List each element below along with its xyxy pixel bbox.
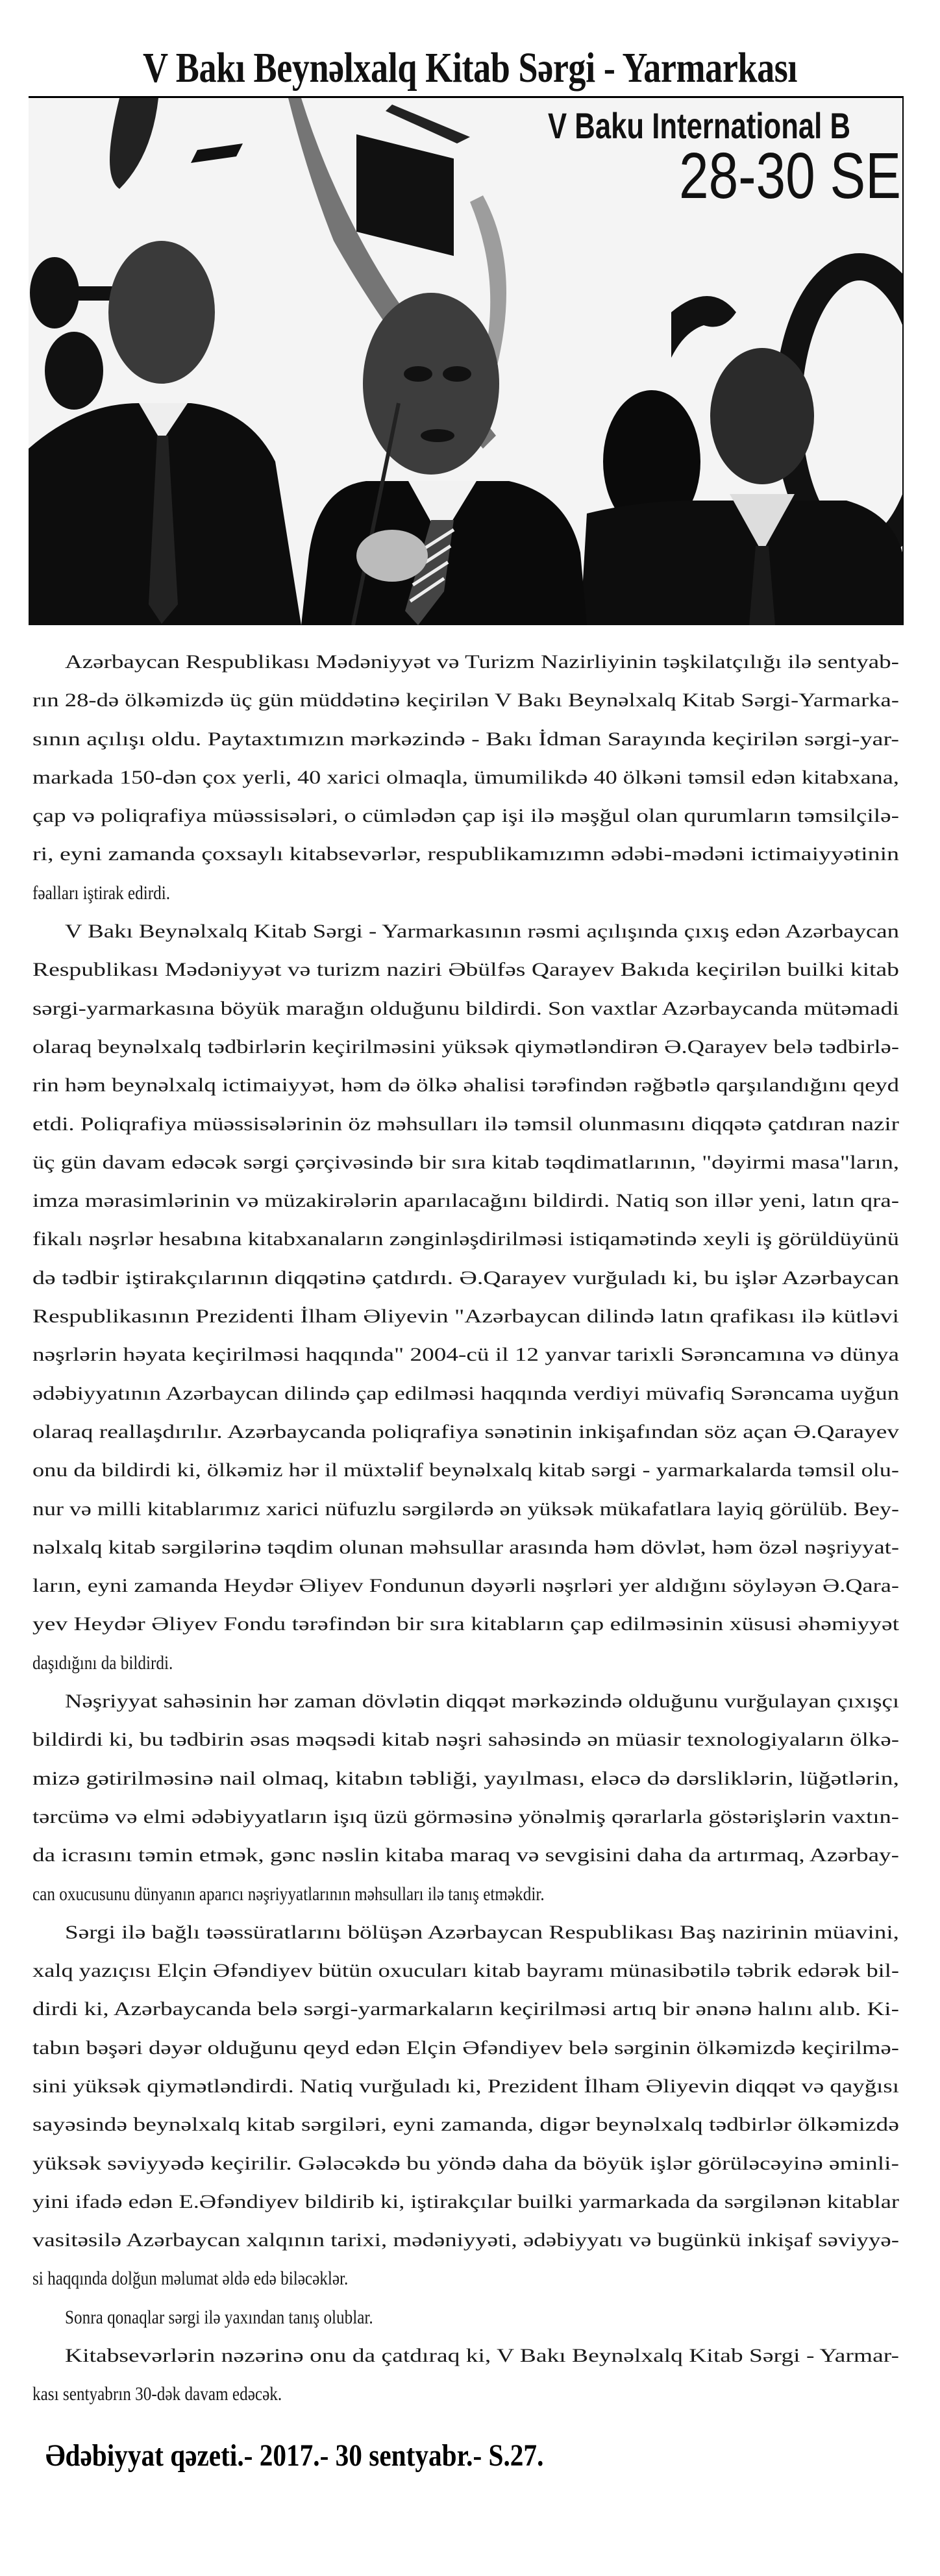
- article-line-text: bildirdi ki, bu tədbirin əsas məqsədi kitab nəşri sahəsində ən müasir texnologiyaların ölkə-: [32, 1729, 899, 1751]
- article-line-text: ədəbiyyatının Azərbaycan dilində çap edilməsi haqqında verdiyi müvafiq Sərəncama uyğun: [32, 1382, 899, 1404]
- article-line-text: yev Heydər Əliyev Fondu tərəfindən bir sıra kitabların çap edilməsinin xüsusi əhəmiyyət: [32, 1613, 899, 1635]
- article-line: [32, 1066, 899, 1104]
- photo-banner-dates: 28-30 SE: [679, 140, 901, 212]
- article-line-text: nəlxalq kitab sərgilərinə təqdim olunan məhsullar arasında həm dövlət, həm özəl nəşriyyat-: [32, 1536, 899, 1558]
- article-line: [32, 1528, 899, 1567]
- article-line-text: çap və poliqrafiya müəssisələri, o cümlədən çap işi ilə məşğul olan qurumların təmsilçilə-: [32, 805, 899, 827]
- article-line: [32, 2144, 899, 2183]
- article-line: [32, 950, 899, 989]
- article-line: [32, 1605, 899, 1643]
- article-line: [32, 758, 899, 797]
- article-line-text: dirdi ki, Azərbaycanda belə sərgi-yarmarkaların keçirilməsi artıq bir ənənə halını alıb. Ki-: [32, 1998, 899, 2020]
- article-line: [32, 1413, 899, 1451]
- article-line-text: sayəsində beynəlxalq kitab sərgiləri, eyni zamanda, digər beynəlxalq tədbirlər ölkəmizdə: [32, 2114, 899, 2136]
- article-line: [32, 989, 899, 1028]
- article-body: [32, 643, 899, 2414]
- article-line-text: da icrasını təmin etmək, gənc nəslin kitaba maraq və sevgisini daha da artırmaq, Azərbay-: [32, 1844, 899, 1866]
- photo-banner-title: V Baku International B: [548, 105, 851, 146]
- article-line-text: ri, eyni zamanda çoxsaylı kitabsevərlər, respublikamızımn ədəbi-mədəni ictimaiyyətinin: [32, 843, 899, 865]
- article-line: [32, 1567, 899, 1605]
- article-line-text: vasitəsilə Azərbaycan xalqının tarixi, mədəniyyəti, ədəbiyyatı və bugünkü inkişaf səviyyə-: [32, 2229, 899, 2251]
- article-line-text: rin həm beynəlxalq ictimaiyyət, həm də ölkə əhalisi tərəfindən rəğbətlə qarşılandığını qeyd: [32, 1074, 899, 1096]
- article-line: [32, 1105, 899, 1143]
- article-line: [32, 1490, 899, 1528]
- article-line: [32, 1720, 899, 1759]
- article-line: [32, 1951, 899, 1990]
- article-line: [32, 2029, 899, 2067]
- article-headline: V Bakı Beynəlxalq Kitab Sərgi - Yarmarkası: [142, 44, 798, 92]
- article-line: [32, 681, 899, 719]
- article-line-text: daşıdığını da bildirdi.: [32, 1652, 173, 1674]
- article-line-text: Nəşriyyat sahəsinin hər zaman dövlətin diqqət mərkəzində olduğunu vurğulayan çıxışçı: [65, 1690, 899, 1713]
- article-line: [32, 1913, 899, 1951]
- article-line-text: də tədbir iştirakçılarının diqqətinə çatdırdı. Ə.Qarayev vurğuladı ki, bu işlər Azərbaycan: [32, 1267, 899, 1289]
- article-line-text: tabın bəşəri dəyər olduğunu qeyd edən Elçin Əfəndiyev belə sərginin ölkəmizdə keçirilmə-: [32, 2037, 899, 2059]
- article-line-text: nəşrlərin həyata keçirilməsi haqqında" 2004-cü il 12 yanvar tarixli Sərəncamına və dünya: [32, 1344, 899, 1366]
- article-line-text: rın 28-də ölkəmizdə üç gün müddətinə keçirilən V Bakı Beynəlxalq Kitab Sərgi-Yarmarka-: [32, 689, 899, 712]
- article-line-text: xalq yazıçısı Elçin Əfəndiyev bütün oxucuları kitab bayramı münasibətilə təbrik edərək bil-: [32, 1960, 899, 1982]
- article-line-text: olaraq beynəlxalq tədbirlərin keçirilməsini yüksək qiymətləndirən Ə.Qarayev belə tədbirlə-: [32, 1035, 900, 1058]
- article-line: [32, 1259, 899, 1297]
- article-line: [32, 1297, 899, 1335]
- article-line-text: tərcümə və elmi ədəbiyyatların işıq üzü görməsinə yönəlmiş qərarlarla göstərişlərin vaxtın-: [32, 1805, 899, 1827]
- article-line-text: onu da bildirdi ki, ölkəmiz hər il müxtəlif beynəlxalq kitab sərgi - yarmarkalarda təmsil olu-: [32, 1459, 899, 1481]
- article-line: [32, 1374, 899, 1413]
- article-line-text: mizə gətirilməsinə nail olmaq, kitabın təbliği, yayılması, eləcə də dərsliklərin, lüğətlərin,: [32, 1767, 899, 1789]
- article-line-text: fikalı nəşrlər hesabına kitabxanaların zənginləşdirilməsi istiqamətində xeyli iş görüldüyünü: [32, 1228, 899, 1250]
- article-line-text: can oxucusunu dünyanın aparıcı nəşriyyatlarının məhsulları ilə tanış etməkdir.: [32, 1883, 545, 1905]
- article-line: [32, 1682, 899, 1720]
- article-line: [32, 2067, 899, 2105]
- article-line: [32, 2375, 899, 2413]
- article-line: [32, 1798, 899, 1836]
- article-line: [32, 1451, 899, 1489]
- article-line-text: yini ifadə edən E.Əfəndiyev bildirib ki, iştirakçılar builki yarmarkada da sərgilənən kitablar: [32, 2190, 899, 2212]
- article-line-text: olaraq reallaşdırılır. Azərbaycanda poliqrafiya sənətinin inkişafından söz açan Ə.Qarayev: [32, 1420, 899, 1443]
- article-line: [32, 1182, 899, 1220]
- article-line-text: üç gün davam edəcək sərgi çərçivəsində bir sıra kitab təqdimatlarının, "dəyirmi masa"ların,: [32, 1151, 899, 1173]
- article-line-text: yüksək səviyyədə keçirilir. Gələcəkdə bu yöndə daha da böyük işlər görüləcəyinə əminli-: [32, 2152, 899, 2174]
- article-line: [32, 797, 899, 835]
- article-line-text: Azərbaycan Respublikası Mədəniyyət və Turizm Nazirliyinin təşkilatçılığı ilə sentyab-: [65, 651, 899, 673]
- article-line-text: imza mərasimlərinin və müzakirələrin aparılacağını bildirdi. Natiq son illər yeni, latın qra-: [32, 1190, 899, 1212]
- article-line: [32, 643, 899, 681]
- article-line-text: sının açılışı oldu. Paytaxtımızın mərkəzində - Bakı İdman Sarayında keçirilən sərgi-yar-: [32, 728, 899, 750]
- article-line: [32, 1759, 899, 1798]
- article-line-text: etdi. Poliqrafiya müəssisələrinin öz məhsulları ilə təmsil olunmasını diqqətə çatdıran nazir: [32, 1113, 899, 1135]
- article-line: [32, 1644, 899, 1682]
- article-line: [32, 1875, 899, 1913]
- article-line: [32, 1335, 899, 1374]
- article-line-text: Sərgi ilə bağlı təəssüratlarını bölüşən Azərbaycan Respublikası Baş nazirinin müavini,: [65, 1921, 899, 1943]
- article-line-text: nur və milli kitablarımız xarici nüfuzlu sərgilərdə ən yüksək mükafatlara layiq görülüb. Bey-: [32, 1498, 900, 1520]
- article-line: [32, 1028, 899, 1066]
- article-line-text: V Bakı Beynəlxalq Kitab Sərgi - Yarmarkasının rəsmi açılışında çıxış edən Azərbaycan: [65, 921, 899, 943]
- article-line: [32, 835, 899, 873]
- article-line: [32, 2105, 899, 2144]
- article-line: [32, 912, 899, 950]
- article-line-text: Respublikasının Prezidenti İlham Əliyevin "Azərbaycan dilində latın qrafikası ilə kütləvi: [32, 1306, 899, 1328]
- article-line: [32, 2259, 899, 2297]
- article-line: [32, 2221, 899, 2259]
- article-line-text: Kitabsevərlərin nəzərinə onu da çatdıraq ki, V Bakı Beynəlxalq Kitab Sərgi - Yarmar-: [65, 2345, 899, 2367]
- article-line-text: ların, eyni zamanda Heydər Əliyev Fondunun dəyərli nəşrləri yer aldığını söyləyən Ə.Qara-: [32, 1575, 899, 1597]
- article-line-text: sini yüksək qiymətləndirdi. Natiq vurğuladı ki, Prezident İlham Əliyevin diqqət və qayğısı: [32, 2075, 899, 2097]
- article-line-text: sərgi-yarmarkasına böyük marağın olduğunu bildirdi. Son vaxtlar Azərbaycanda mütəmadi: [32, 997, 899, 1019]
- article-line: [32, 720, 899, 758]
- article-line: [32, 874, 899, 912]
- article-line: [32, 1220, 899, 1258]
- article-photo: [29, 96, 904, 625]
- article-line: [32, 1990, 899, 2028]
- article-line-text: kası sentyabrın 30-dək davam edəcək.: [32, 2383, 282, 2405]
- article-line: [32, 2336, 899, 2375]
- source-citation: Ədəbiyyat qəzeti.- 2017.- 30 sentyabr.- S.27.: [45, 2438, 544, 2473]
- article-line: [32, 2298, 899, 2336]
- article-line-text: Respublikası Mədəniyyət və turizm naziri Əbülfəs Qarayev Bakıda keçirilən builki kitab: [32, 959, 899, 981]
- article-line-text: fəalları iştirak edirdi.: [32, 882, 171, 904]
- article-line: [32, 1836, 899, 1874]
- article-line-text: Sonra qonaqlar sərgi ilə yaxından tanış olublar.: [65, 2306, 373, 2328]
- article-line-text: si haqqında dolğun məlumat əldə edə biləcəklər.: [32, 2268, 349, 2290]
- article-line: [32, 2183, 899, 2221]
- article-line-text: markada 150-dən çox yerli, 40 xarici olmaqla, ümumilikdə 40 ölkəni təmsil edən kitabxana,: [32, 766, 899, 788]
- article-line: [32, 1143, 899, 1182]
